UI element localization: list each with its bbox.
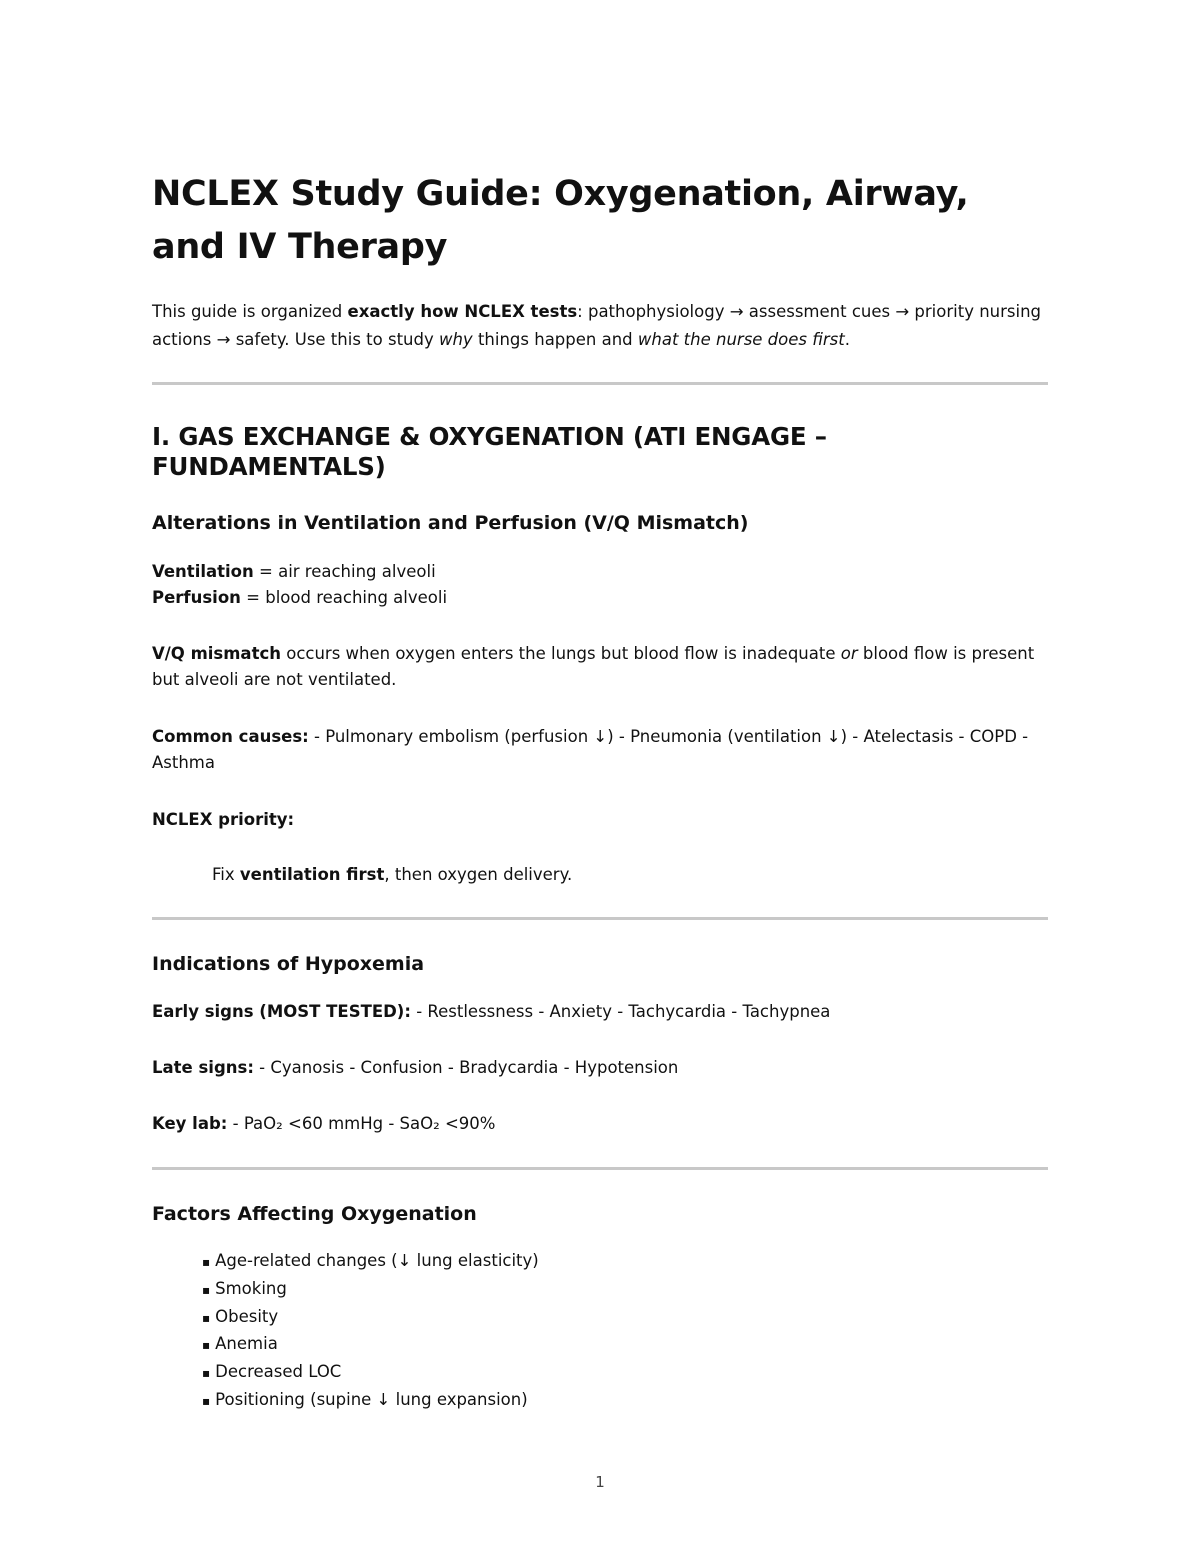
paragraph-text: - PaO₂ <60 mmHg - SaO₂ <90% [227,1114,496,1133]
quote-bold: ventilation first [239,865,385,884]
subsection-heading-factors: Factors Affecting Oxygenation [152,1203,477,1225]
quote-text: , then oxygen delivery. [384,865,573,884]
key-lab [152,1111,1048,1137]
horizontal-rule [152,1167,1048,1170]
paragraph-italic: or [840,644,858,663]
intro-text: things happen and [472,330,638,349]
section-heading: I. GAS EXCHANGE & OXYGENATION (ATI ENGAGE – FUNDAMENTALS) [152,422,827,481]
priority-label [152,807,1048,833]
intro-text: This guide is organized [152,302,348,321]
priority-blockquote [212,862,1048,888]
list-item: ▪ Anemia [202,1331,1048,1359]
subsection-heading-hypoxemia: Indications of Hypoxemia [152,953,425,975]
term-label: Ventilation [152,562,254,581]
intro-bold: exactly how NCLEX tests [347,302,578,321]
paragraph-text: blood flow is present but alveoli are not ventilated. [152,644,1035,689]
term-label: Late signs: [152,1058,254,1077]
term-definition: = air reaching alveoli [253,562,436,581]
late-signs [152,1055,1048,1081]
term-label: Key lab: [152,1114,228,1133]
term-label: V/Q mismatch [152,644,281,663]
horizontal-rule [152,382,1048,385]
horizontal-rule [152,917,1048,920]
intro-italic: what the nurse does first [637,330,845,349]
causes-paragraph [152,724,1048,776]
term-label: Common causes: [152,727,309,746]
term-definition: = blood reaching alveoli [240,588,448,607]
document-page [152,168,1048,1415]
paragraph-text: - Cyanosis - Confusion - Bradycardia - Hypotension [253,1058,679,1077]
intro-italic: why [438,330,473,349]
intro-text: : pathophysiology → assessment cues → priority nursing actions → safety. Use this to study [152,302,1042,349]
term-label: NCLEX priority: [152,810,295,829]
factors-list [152,1248,1048,1415]
page-number: 1 [595,1473,605,1491]
page-title: NCLEX Study Guide: Oxygenation, Airway, and IV Therapy [152,174,969,267]
quote-text: Fix [212,865,240,884]
list-item: ▪ Age-related changes (↓ lung elasticity) [202,1248,1048,1276]
paragraph-text: - Restlessness - Anxiety - Tachycardia - Tachypnea [410,1002,831,1021]
list-item: ▪ Decreased LOC [202,1359,1048,1387]
list-item: ▪ Positioning (supine ↓ lung expansion) [202,1387,1048,1415]
list-item: ▪ Obesity [202,1304,1048,1332]
intro-paragraph [152,298,1048,354]
mismatch-paragraph [152,641,1048,693]
paragraph-text: - Pulmonary embolism (perfusion ↓) - Pneumonia (ventilation ↓) - Atelectasis - COPD - Asthma [152,727,1029,772]
early-signs [152,999,1048,1025]
paragraph-text: occurs when oxygen enters the lungs but blood flow is inadequate [280,644,841,663]
list-item: ▪ Smoking [202,1276,1048,1304]
term-label: Perfusion [152,588,241,607]
term-label: Early signs (MOST TESTED): [152,1002,411,1021]
subsection-heading-vq: Alterations in Ventilation and Perfusion (V/Q Mismatch) [152,512,749,534]
intro-text: . [844,330,851,349]
definitions [152,559,1048,611]
